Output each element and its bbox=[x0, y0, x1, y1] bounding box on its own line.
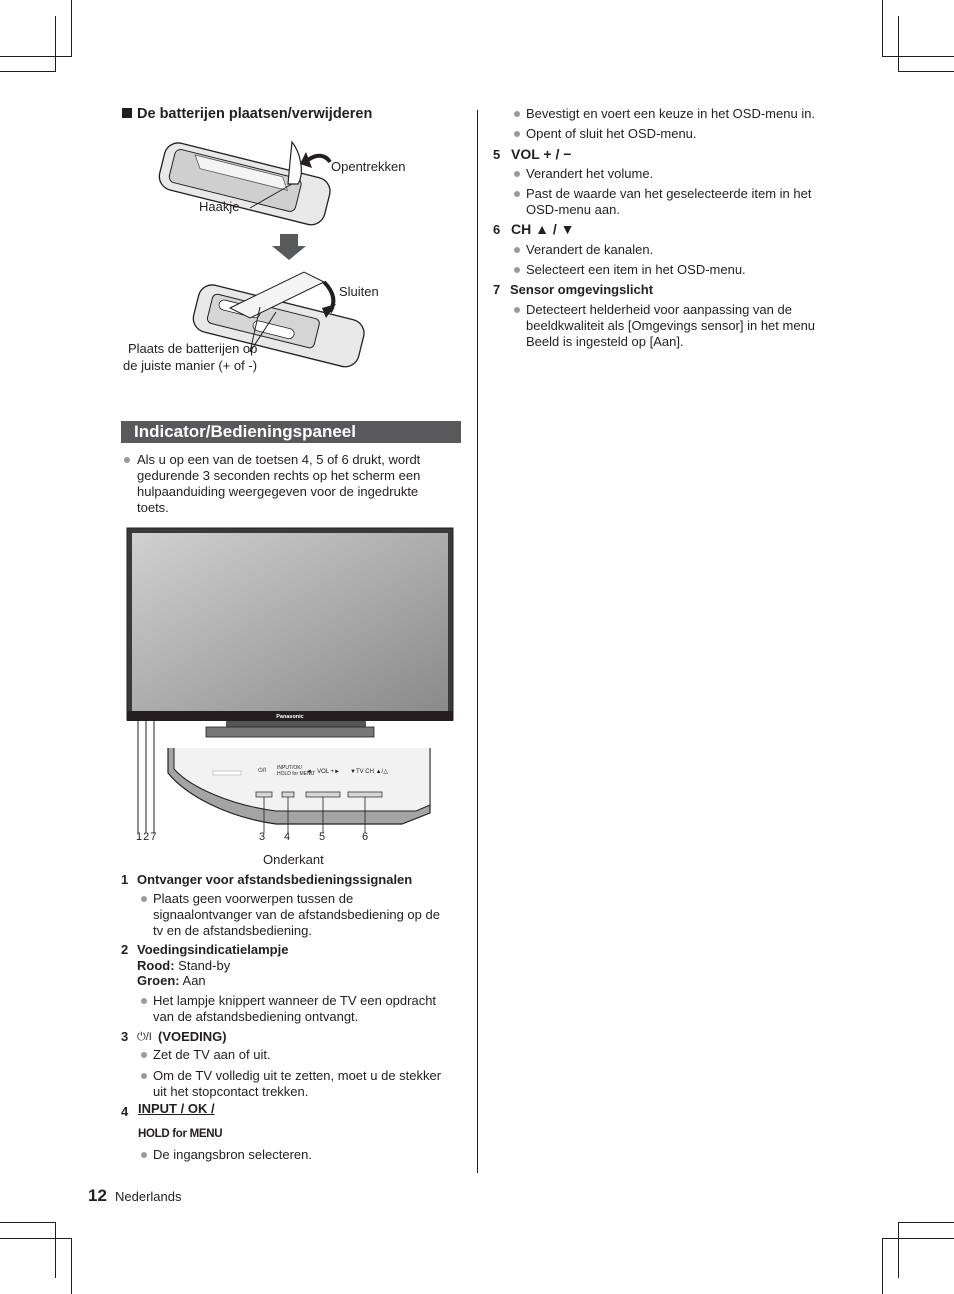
panel-label-input: INPUT/OK/ bbox=[277, 765, 303, 771]
battery-heading-square bbox=[122, 108, 132, 118]
item-title: VOL + / − bbox=[511, 146, 572, 162]
page-number: 12 bbox=[88, 1186, 107, 1205]
item-number: 1 bbox=[121, 872, 129, 887]
item-title: Sensor omgevingslicht bbox=[510, 282, 654, 297]
item-text: Selecteert een item in het OSD-menu. bbox=[526, 262, 746, 277]
bullet-icon bbox=[141, 896, 147, 902]
panel-label-power: ⏻/I bbox=[258, 768, 267, 774]
item-number: 2 bbox=[121, 942, 129, 957]
item-text: beeldkwaliteit als [Omgevings sensor] in het menu bbox=[526, 318, 816, 333]
item-text: Past de waarde van het geselecteerde item in het bbox=[526, 186, 812, 201]
item-title: CH ▲ / ▼ bbox=[511, 221, 575, 237]
item-text: Detecteert helderheid voor aanpassing van de bbox=[526, 302, 792, 317]
intro-line: toets. bbox=[137, 500, 169, 515]
item-title: Ontvanger voor afstandsbedieningssignalen bbox=[137, 872, 413, 887]
panel-label-hold: HOLD for MENU bbox=[277, 771, 315, 777]
label-opentrekken: Opentrekken bbox=[331, 159, 406, 174]
label-plaats-batterijen-2: de juiste manier (+ of -) bbox=[123, 358, 258, 373]
battery-heading: De batterijen plaatsen/verwijderen bbox=[137, 106, 373, 122]
bullet-icon bbox=[514, 111, 520, 117]
column-divider bbox=[477, 110, 478, 1173]
item-text: signaalontvanger van de afstandsbediening op de bbox=[153, 907, 440, 922]
label-haakje: Haakje bbox=[199, 199, 240, 214]
item-text: tv en de afstandsbediening. bbox=[153, 923, 313, 938]
item-text: Om de TV volledig uit te zetten, moet u de stekker bbox=[153, 1068, 442, 1083]
item-text: Verandert het volume. bbox=[526, 166, 654, 181]
tv-brand: Panasonic bbox=[276, 714, 304, 720]
item-text: Verandert de kanalen. bbox=[526, 242, 654, 257]
item-number: 3 bbox=[121, 1029, 129, 1044]
item-text: Zet de TV aan of uit. bbox=[153, 1047, 271, 1062]
item-title: Voedingsindicatielampje bbox=[137, 942, 289, 957]
footer-language: Nederlands bbox=[115, 1189, 182, 1204]
bullet-icon bbox=[141, 1152, 147, 1158]
label-plaats-batterijen-1: Plaats de batterijen op bbox=[128, 341, 258, 356]
bullet-icon bbox=[514, 131, 520, 137]
item-title: (VOEDING) bbox=[158, 1029, 227, 1044]
item-text: OSD-menu aan. bbox=[526, 202, 620, 217]
item-number: 6 bbox=[493, 222, 501, 237]
tv-illustration bbox=[126, 527, 456, 847]
bullet-icon bbox=[514, 267, 520, 273]
intro-line: Als u op een van de toetsen 4, 5 of 6 drukt, wordt bbox=[137, 452, 421, 467]
item-text: De ingangsbron selecteren. bbox=[153, 1147, 312, 1162]
bullet-icon bbox=[514, 171, 520, 177]
callout-5: 5 bbox=[319, 831, 326, 843]
panel-label-ch: ▼TV CH ▲/△ bbox=[350, 769, 388, 775]
groen-value: Aan bbox=[182, 973, 206, 988]
section-title: Indicator/Bedieningspaneel bbox=[134, 422, 356, 441]
bullet-icon bbox=[514, 191, 520, 197]
label-sluiten: Sluiten bbox=[339, 284, 379, 299]
callout-4: 4 bbox=[284, 831, 291, 843]
intro-line: gedurende 3 seconden rechts op het scherm een bbox=[137, 468, 421, 483]
section-title-bar bbox=[121, 421, 461, 443]
item-number: 7 bbox=[493, 282, 501, 297]
item-number: 5 bbox=[493, 147, 501, 162]
callout-6: 6 bbox=[362, 831, 369, 843]
bullet-icon bbox=[124, 457, 130, 463]
item-text: Opent of sluit het OSD-menu. bbox=[526, 126, 697, 141]
item-number: 4 bbox=[121, 1104, 129, 1119]
remote-open bbox=[156, 140, 333, 228]
bullet-icon bbox=[514, 247, 520, 253]
item-text: Bevestigt en voert een keuze in het OSD-menu in. bbox=[526, 106, 816, 121]
panel-label-vol: ◄− VOL +► bbox=[306, 769, 341, 775]
power-symbol-icon: ⏻/I bbox=[137, 1031, 152, 1043]
bullet-icon bbox=[141, 1052, 147, 1058]
item-text: Plaats geen voorwerpen tussen de bbox=[153, 891, 354, 906]
item-text: Beeld is ingesteld op [Aan]. bbox=[526, 334, 684, 349]
rood-label: Rood: bbox=[137, 958, 175, 973]
bullet-icon bbox=[141, 1073, 147, 1079]
item-text: Het lampje knippert wanneer de TV een opdracht bbox=[153, 993, 437, 1008]
bullet-icon bbox=[514, 307, 520, 313]
callout-127: 1 2 7 bbox=[136, 831, 156, 843]
rood-value: Stand-by bbox=[178, 958, 231, 973]
rood-line bbox=[137, 958, 230, 974]
groen-label: Groen: bbox=[137, 973, 180, 988]
onderkant-label: Onderkant bbox=[263, 852, 324, 867]
intro-line: hulpaanduiding weergegeven voor de ingedrukte bbox=[137, 484, 419, 499]
groen-line bbox=[137, 973, 206, 989]
item-subtitle: HOLD for MENU bbox=[138, 1128, 223, 1140]
callout-3: 3 bbox=[259, 831, 266, 843]
bullet-icon bbox=[141, 998, 147, 1004]
item-text: uit het stopcontact trekken. bbox=[153, 1084, 309, 1099]
item-title: INPUT / OK / bbox=[138, 1101, 215, 1116]
item-text: van de afstandsbediening ontvangt. bbox=[153, 1009, 359, 1024]
